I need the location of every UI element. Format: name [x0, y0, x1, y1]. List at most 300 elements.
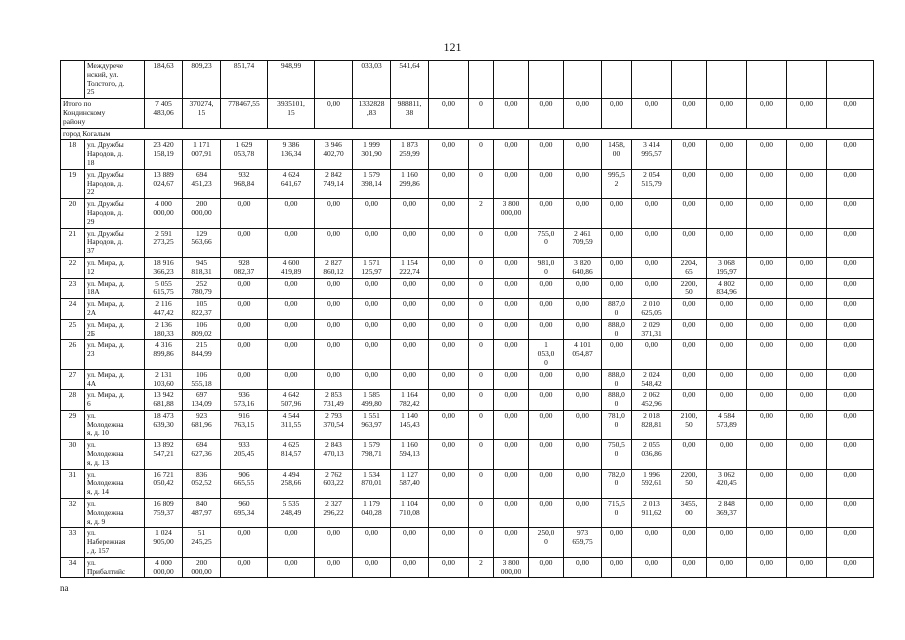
- table-cell: 1 579 398,14: [353, 169, 391, 198]
- table-cell: 2 013 911,62: [632, 499, 672, 528]
- table-row: [61, 299, 874, 320]
- table-cell: 0,00: [787, 440, 827, 469]
- table-cell: 2: [469, 199, 494, 228]
- table-cell: [632, 61, 672, 99]
- table-cell: 0,00: [672, 199, 707, 228]
- table-cell: 0,00: [707, 440, 747, 469]
- address-cell: ул. Мира, д. 4А: [85, 369, 145, 390]
- table-cell: 0,00: [391, 369, 429, 390]
- table-cell: 0,00: [529, 169, 564, 198]
- table-cell: 0,00: [672, 228, 707, 257]
- table-cell: 033,03: [353, 61, 391, 99]
- table-row: [61, 557, 874, 578]
- table-cell: 981,0 0: [529, 257, 564, 278]
- table-cell: 0,00: [494, 410, 529, 439]
- table-cell: 0,00: [353, 199, 391, 228]
- table-cell: 0,00: [494, 169, 529, 198]
- table-cell: 0,00: [494, 99, 529, 128]
- bottom-mark: na: [60, 583, 69, 593]
- table-cell: 0,00: [221, 557, 268, 578]
- table-cell: 2: [469, 557, 494, 578]
- table-cell: 2 853 731,49: [315, 390, 353, 411]
- table-cell: 2 010 625,05: [632, 299, 672, 320]
- table-row: [61, 410, 874, 439]
- table-cell: 0,00: [429, 499, 469, 528]
- table-cell: 0,00: [494, 140, 529, 169]
- table-cell: 0,00: [494, 257, 529, 278]
- table-cell: 0,00: [632, 199, 672, 228]
- table-row: [61, 319, 874, 340]
- table-cell: 0,00: [672, 340, 707, 369]
- table-cell: 2 024 548,42: [632, 369, 672, 390]
- table-cell: 0,00: [707, 340, 747, 369]
- table-cell: 0,00: [747, 557, 787, 578]
- table-cell: 2100, 50: [672, 410, 707, 439]
- table-cell: 0,00: [564, 469, 602, 498]
- table-cell: 3 062 420,45: [707, 469, 747, 498]
- table-cell: 3 946 402,70: [315, 140, 353, 169]
- table-row: [61, 369, 874, 390]
- table-cell: 0,00: [827, 319, 874, 340]
- table-cell: 1 996 592,61: [632, 469, 672, 498]
- table-cell: 0,00: [747, 278, 787, 299]
- table-cell: 0,00: [268, 557, 315, 578]
- row-number: 29: [61, 410, 85, 439]
- row-number: 34: [61, 557, 85, 578]
- table-cell: 0,00: [747, 169, 787, 198]
- table-cell: 2 591 273,25: [145, 228, 183, 257]
- table-cell: 4 625 814,57: [268, 440, 315, 469]
- table-cell: 0,00: [787, 369, 827, 390]
- table-cell: 4 000 000,00: [145, 199, 183, 228]
- table-cell: 0,00: [827, 169, 874, 198]
- table-cell: [315, 61, 353, 99]
- table-cell: 0: [469, 499, 494, 528]
- table-cell: 0,00: [494, 369, 529, 390]
- table-cell: 0,00: [787, 169, 827, 198]
- table-cell: 888,0 0: [602, 390, 632, 411]
- page-number: 121: [443, 40, 462, 54]
- table-row: [61, 169, 874, 198]
- address-cell: ул. Молодежна я, д. 10: [85, 410, 145, 439]
- table-cell: 0,00: [315, 278, 353, 299]
- table-cell: 0,00: [787, 278, 827, 299]
- table-row: [61, 257, 874, 278]
- table-cell: 0,00: [429, 557, 469, 578]
- table-cell: 1458, 00: [602, 140, 632, 169]
- table-cell: 0,00: [787, 499, 827, 528]
- table-cell: 0: [469, 528, 494, 557]
- table-cell: 0,00: [827, 390, 874, 411]
- table-cell: 0,00: [827, 278, 874, 299]
- table-cell: 1 127 587,40: [391, 469, 429, 498]
- table-row: [61, 469, 874, 498]
- table-cell: 0,00: [707, 319, 747, 340]
- table-cell: 0,00: [315, 228, 353, 257]
- row-number: 25: [61, 319, 85, 340]
- table-row: [61, 140, 874, 169]
- table-cell: 0,00: [787, 340, 827, 369]
- table-cell: 3 068 195,97: [707, 257, 747, 278]
- table-cell: 0,00: [747, 369, 787, 390]
- table-cell: 2 827 860,12: [315, 257, 353, 278]
- table-cell: [564, 61, 602, 99]
- table-cell: 0,00: [315, 299, 353, 320]
- table-cell: 0,00: [827, 257, 874, 278]
- table-cell: 750,5 0: [602, 440, 632, 469]
- table-cell: 4 642 507,96: [268, 390, 315, 411]
- table-cell: 781,0 0: [602, 410, 632, 439]
- table-cell: 3 820 640,86: [564, 257, 602, 278]
- table-cell: 0,00: [494, 469, 529, 498]
- table-cell: 0,00: [494, 528, 529, 557]
- table-cell: 0,00: [672, 528, 707, 557]
- table-cell: 2 054 515,79: [632, 169, 672, 198]
- table-cell: 0,00: [429, 440, 469, 469]
- table-cell: 2 018 828,81: [632, 410, 672, 439]
- table-cell: 0,00: [707, 199, 747, 228]
- table-cell: 0,00: [268, 369, 315, 390]
- table-cell: 1 104 710,08: [391, 499, 429, 528]
- table-cell: 697 134,09: [183, 390, 221, 411]
- table-cell: 0,00: [221, 340, 268, 369]
- table-cell: 0,00: [787, 319, 827, 340]
- table-cell: 0,00: [787, 299, 827, 320]
- table-cell: 2 062 452,96: [632, 390, 672, 411]
- table-cell: 960 695,34: [221, 499, 268, 528]
- address-cell: Междурече нский, ул. Толстого, д. 25: [85, 61, 145, 99]
- table-cell: 0,00: [672, 369, 707, 390]
- table-cell: 782,0 0: [602, 469, 632, 498]
- table-cell: 0,00: [747, 340, 787, 369]
- table-cell: 0,00: [391, 228, 429, 257]
- table-cell: 0,00: [787, 557, 827, 578]
- table-cell: 0,00: [221, 228, 268, 257]
- table-cell: 4 494 258,66: [268, 469, 315, 498]
- table-cell: 0,00: [221, 199, 268, 228]
- table-cell: 0,00: [747, 199, 787, 228]
- table-cell: 3455, 00: [672, 499, 707, 528]
- table-cell: 2 131 103,60: [145, 369, 183, 390]
- table-cell: 250,0 0: [529, 528, 564, 557]
- table-cell: 0,00: [564, 278, 602, 299]
- table-cell: 0,00: [429, 299, 469, 320]
- table-cell: 995,5 2: [602, 169, 632, 198]
- table-cell: 0,00: [564, 390, 602, 411]
- table-cell: 0,00: [268, 299, 315, 320]
- table-cell: 0,00: [429, 410, 469, 439]
- table-cell: 715,5 0: [602, 499, 632, 528]
- table-cell: 0,00: [353, 278, 391, 299]
- table-cell: 4 802 834,96: [707, 278, 747, 299]
- table-cell: 0,00: [529, 369, 564, 390]
- address-cell: ул. Молодежна я, д. 9: [85, 499, 145, 528]
- table-cell: 0,00: [707, 228, 747, 257]
- address-cell: ул. Молодежна я, д. 13: [85, 440, 145, 469]
- table-cell: 0,00: [268, 278, 315, 299]
- housing-repair-table: [60, 60, 874, 578]
- table-cell: 2200, 50: [672, 278, 707, 299]
- table-cell: 928 082,37: [221, 257, 268, 278]
- table-cell: 0,00: [564, 557, 602, 578]
- table-cell: 0,00: [564, 410, 602, 439]
- table-cell: 13 942 681,88: [145, 390, 183, 411]
- table-row: [61, 528, 874, 557]
- table-cell: 840 487,97: [183, 499, 221, 528]
- table-cell: 0,00: [747, 390, 787, 411]
- table-cell: 0,00: [602, 228, 632, 257]
- table-cell: 948,99: [268, 61, 315, 99]
- table-cell: 0,00: [564, 499, 602, 528]
- table-cell: 4 000 000,00: [145, 557, 183, 578]
- table-cell: 3 800 000,00: [494, 557, 529, 578]
- table-cell: 0,00: [747, 99, 787, 128]
- table-cell: 0,00: [827, 199, 874, 228]
- table-cell: 0,00: [602, 199, 632, 228]
- table-cell: 0,00: [827, 469, 874, 498]
- table-cell: 1 999 301,90: [353, 140, 391, 169]
- table-cell: 0,00: [494, 299, 529, 320]
- table-cell: 1 164 782,42: [391, 390, 429, 411]
- table-cell: 0: [469, 390, 494, 411]
- table-cell: 0,00: [747, 528, 787, 557]
- table-cell: 0,00: [827, 340, 874, 369]
- table-cell: 0,00: [564, 140, 602, 169]
- table-cell: 1332828 ,83: [353, 99, 391, 128]
- table-cell: 0,00: [747, 499, 787, 528]
- table-cell: 851,74: [221, 61, 268, 99]
- table-cell: 0,00: [827, 369, 874, 390]
- table-cell: 0,00: [707, 169, 747, 198]
- table-cell: 0,00: [429, 340, 469, 369]
- table-cell: 0,00: [787, 199, 827, 228]
- table-cell: 184,63: [145, 61, 183, 99]
- row-number: 27: [61, 369, 85, 390]
- table-cell: 0,00: [268, 340, 315, 369]
- table-cell: 2 327 296,22: [315, 499, 353, 528]
- table-cell: 7 405 483,06: [145, 99, 183, 128]
- address-cell: ул. Мира, д. 23: [85, 340, 145, 369]
- table-cell: 0,00: [564, 369, 602, 390]
- address-cell: ул. Мира, д. 12: [85, 257, 145, 278]
- table-cell: 0,00: [391, 557, 429, 578]
- table-cell: 0,00: [602, 528, 632, 557]
- table-cell: 200 000,00: [183, 557, 221, 578]
- address-cell: ул. Дружбы Народов, д. 29: [85, 199, 145, 228]
- table-cell: 200 000,00: [183, 199, 221, 228]
- table-row: [61, 340, 874, 369]
- table-cell: 129 563,66: [183, 228, 221, 257]
- table-cell: 0,00: [632, 340, 672, 369]
- table-cell: 1 629 053,78: [221, 140, 268, 169]
- table-cell: 16 809 759,37: [145, 499, 183, 528]
- table-cell: 215 844,99: [183, 340, 221, 369]
- row-number: 21: [61, 228, 85, 257]
- table-cell: 0,00: [429, 140, 469, 169]
- table-cell: 0,00: [494, 228, 529, 257]
- row-number: 28: [61, 390, 85, 411]
- group-label: город Когалым: [61, 128, 874, 140]
- table-cell: 0,00: [564, 169, 602, 198]
- table-cell: 0,00: [632, 278, 672, 299]
- table-cell: 0,00: [221, 319, 268, 340]
- table-cell: 0,00: [747, 257, 787, 278]
- table-cell: 0: [469, 299, 494, 320]
- table-cell: 2 762 603,22: [315, 469, 353, 498]
- table-cell: 3935101, 15: [268, 99, 315, 128]
- row-number: 33: [61, 528, 85, 557]
- row-number: 26: [61, 340, 85, 369]
- table-row: [61, 61, 874, 99]
- table-cell: [747, 61, 787, 99]
- table-cell: 1 160 594,13: [391, 440, 429, 469]
- table-cell: 916 763,15: [221, 410, 268, 439]
- table-cell: 0,00: [564, 199, 602, 228]
- total-row: [61, 99, 874, 128]
- table-cell: 1 873 259,99: [391, 140, 429, 169]
- table-cell: 0,00: [707, 299, 747, 320]
- table-cell: 0,00: [707, 557, 747, 578]
- table-cell: 1 140 145,43: [391, 410, 429, 439]
- table-cell: 0,00: [529, 390, 564, 411]
- table-cell: 923 681,96: [183, 410, 221, 439]
- table-cell: 0,00: [564, 440, 602, 469]
- table-cell: 0,00: [529, 440, 564, 469]
- row-number: 23: [61, 278, 85, 299]
- table-cell: 936 573,16: [221, 390, 268, 411]
- table-cell: 0,00: [672, 169, 707, 198]
- table-cell: 0,00: [672, 557, 707, 578]
- table-cell: 0,00: [787, 390, 827, 411]
- table-cell: 0,00: [429, 169, 469, 198]
- table-cell: 1 024 905,00: [145, 528, 183, 557]
- table-cell: 0,00: [707, 390, 747, 411]
- table-cell: [469, 61, 494, 99]
- table-cell: 0,00: [632, 257, 672, 278]
- table-cell: 0: [469, 257, 494, 278]
- table-cell: 0,00: [827, 557, 874, 578]
- table-cell: 0,00: [707, 528, 747, 557]
- table-cell: 778467,55: [221, 99, 268, 128]
- table-cell: 0,00: [429, 228, 469, 257]
- address-cell: ул. Молодежна я, д. 14: [85, 469, 145, 498]
- table-row: [61, 228, 874, 257]
- table-cell: 0,00: [494, 440, 529, 469]
- table-cell: 0,00: [353, 369, 391, 390]
- address-cell: ул. Мира, д. 6: [85, 390, 145, 411]
- table-cell: 0,00: [315, 557, 353, 578]
- table-cell: 0,00: [747, 299, 787, 320]
- table-cell: 106 809,02: [183, 319, 221, 340]
- table-cell: 0,00: [494, 390, 529, 411]
- table-cell: 0,00: [494, 319, 529, 340]
- table-cell: 0,00: [827, 99, 874, 128]
- address-cell: ул. Дружбы Народов, д. 37: [85, 228, 145, 257]
- total-label: Итого по Кондинскому району: [61, 99, 145, 128]
- table-cell: 0,00: [221, 528, 268, 557]
- table-cell: 0,00: [529, 278, 564, 299]
- table-cell: 0,00: [391, 340, 429, 369]
- table-cell: 0,00: [787, 140, 827, 169]
- table-cell: 0,00: [564, 299, 602, 320]
- table-cell: 3 414 995,57: [632, 140, 672, 169]
- table-cell: 0: [469, 140, 494, 169]
- table-cell: 1 534 870,01: [353, 469, 391, 498]
- address-cell: ул. Мира, д. 18А: [85, 278, 145, 299]
- table-cell: 0,00: [315, 528, 353, 557]
- table-cell: 0,00: [747, 140, 787, 169]
- row-number: 22: [61, 257, 85, 278]
- table-cell: 888,0 0: [602, 369, 632, 390]
- table-cell: 4 600 419,89: [268, 257, 315, 278]
- table-cell: [529, 61, 564, 99]
- table-cell: 1 171 007,91: [183, 140, 221, 169]
- table-cell: 0: [469, 469, 494, 498]
- table-cell: 809,23: [183, 61, 221, 99]
- table-cell: 0: [469, 369, 494, 390]
- table-cell: 0,00: [827, 140, 874, 169]
- table-cell: 0: [469, 228, 494, 257]
- table-cell: 888,0 0: [602, 319, 632, 340]
- table-cell: 0,00: [787, 257, 827, 278]
- table-cell: 2 842 749,14: [315, 169, 353, 198]
- row-number: 20: [61, 199, 85, 228]
- table-cell: [602, 61, 632, 99]
- table-cell: 0,00: [632, 528, 672, 557]
- table-cell: 0,00: [429, 469, 469, 498]
- table-cell: 2 848 369,37: [707, 499, 747, 528]
- table-cell: 0,00: [429, 257, 469, 278]
- table-cell: 933 205,45: [221, 440, 268, 469]
- table-cell: 0: [469, 410, 494, 439]
- table-cell: 0,00: [221, 369, 268, 390]
- table-cell: 0,00: [429, 390, 469, 411]
- table-cell: 0,00: [353, 340, 391, 369]
- table-cell: 755,0 0: [529, 228, 564, 257]
- table-cell: 0,00: [672, 99, 707, 128]
- table-cell: 0,00: [827, 410, 874, 439]
- table-cell: 0,00: [787, 469, 827, 498]
- row-number: 19: [61, 169, 85, 198]
- table-row: [61, 390, 874, 411]
- table-cell: 0,00: [391, 278, 429, 299]
- table-cell: 0,00: [827, 228, 874, 257]
- table-cell: 5 055 615,75: [145, 278, 183, 299]
- address-cell: ул. Мира, д. 2Б: [85, 319, 145, 340]
- table-cell: 0,00: [529, 299, 564, 320]
- table-cell: 694 451,23: [183, 169, 221, 198]
- table-cell: [429, 61, 469, 99]
- table-cell: 0,00: [353, 228, 391, 257]
- row-number: 31: [61, 469, 85, 498]
- table-cell: 0,00: [632, 228, 672, 257]
- table-cell: 1 179 040,28: [353, 499, 391, 528]
- table-cell: [827, 61, 874, 99]
- table-row: [61, 278, 874, 299]
- table-cell: 0,00: [747, 228, 787, 257]
- table-cell: 932 968,84: [221, 169, 268, 198]
- table-body: [61, 61, 874, 578]
- table-cell: 836 052,52: [183, 469, 221, 498]
- table-cell: 3 800 000,00: [494, 199, 529, 228]
- table-cell: 4 316 899,86: [145, 340, 183, 369]
- address-cell: ул. Набережная , д. 157: [85, 528, 145, 557]
- table-cell: 2204, 65: [672, 257, 707, 278]
- table-cell: 16 721 050,42: [145, 469, 183, 498]
- table-cell: 2 136 180,33: [145, 319, 183, 340]
- table-cell: 0,00: [529, 499, 564, 528]
- table-cell: 0,00: [632, 99, 672, 128]
